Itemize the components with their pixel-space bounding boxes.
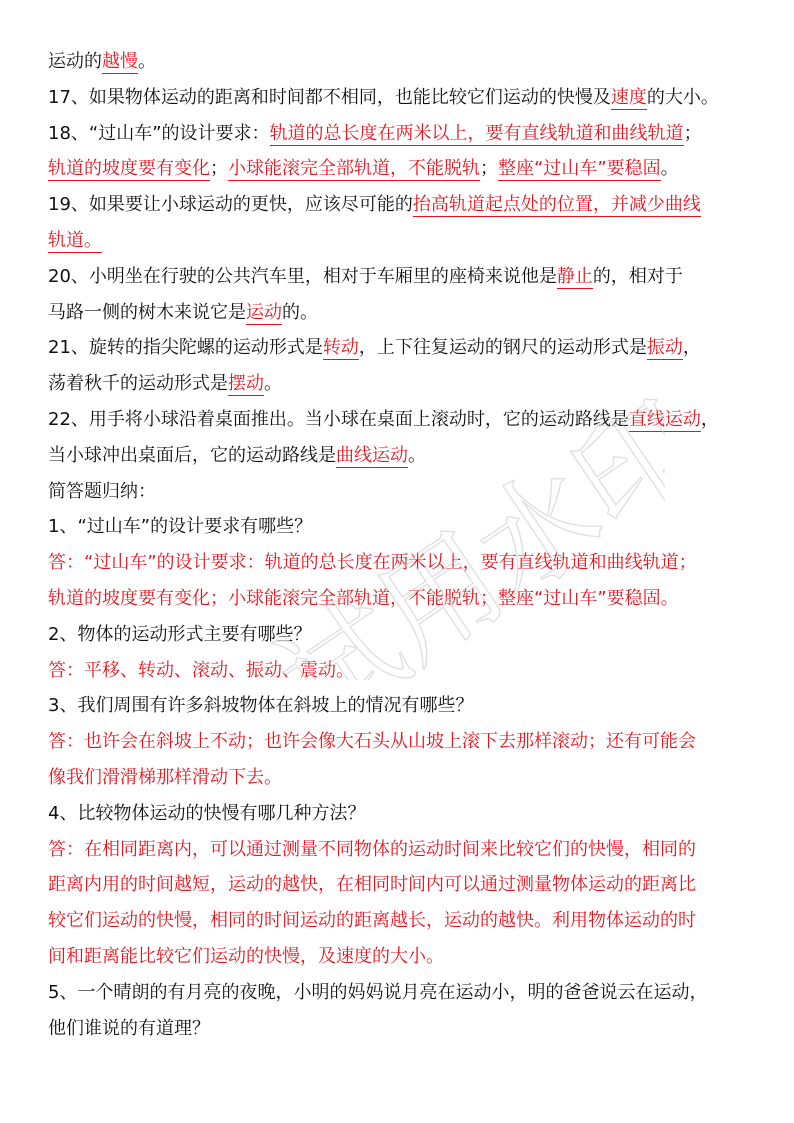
text-line [48, 653, 764, 689]
answer-text: 答：平移、转动、滚动、振动、震动。 [48, 659, 354, 681]
text-line [48, 724, 764, 760]
body-text: ，上下往复运动的钢尺的运动形式是 [358, 337, 647, 359]
answer-blank: 转动 [322, 337, 359, 359]
text-line [48, 1011, 764, 1047]
answer-blank: 轨道的总长度在两米以上，要有直线轨道和曲线轨道 [269, 122, 684, 144]
document-body [48, 44, 764, 1046]
answer-text: 答：“过山车”的设计要求：轨道的总长度在两米以上，要有直线轨道和曲线轨道； [48, 552, 697, 574]
text-line [48, 867, 764, 903]
text-line [48, 688, 764, 724]
text-line [48, 581, 764, 617]
text-line [48, 295, 764, 331]
answer-blank: 轨道的坡度要有变化 [48, 158, 210, 180]
body-text: 简答题归纳： [48, 480, 156, 502]
answer-text: 轨道的坡度要有变化；小球能滚完全部轨道，不能脱轨；整座“过山车”要稳固。 [48, 587, 679, 609]
body-text: 22、用手将小球沿着桌面推出。当小球在桌面上滚动时，它的运动路线是 [48, 408, 629, 430]
body-text: 19、如果要让小球运动的更快，应该尽可能的 [48, 194, 413, 216]
text-line [48, 223, 764, 259]
answer-blank: 小球能滚完全部轨道，不能脱轨 [228, 158, 480, 180]
body-text: 运动的 [48, 51, 102, 72]
body-text: 当小球冲出桌面后，它的运动路线是 [48, 444, 336, 466]
text-line [48, 402, 764, 438]
body-text: 马路一侧的树木来说它是 [48, 301, 246, 323]
answer-text: 较它们运动的快慢，相同的时间运动的距离越长，运动的越快。利用物体运动的时 [48, 910, 696, 932]
body-text: ； [480, 158, 498, 180]
text-line [48, 80, 764, 116]
text-line [48, 832, 764, 868]
text-line [48, 509, 764, 545]
body-text: 。 [408, 444, 426, 466]
text-line [48, 259, 764, 295]
text-line [48, 796, 764, 832]
answer-blank: 静止 [556, 265, 593, 287]
body-text: ， [682, 337, 701, 359]
text-line [48, 44, 764, 80]
text-line [48, 903, 764, 939]
answer-text: 答：在相同距离内，可以通过测量不同物体的运动时间来比较它们的快慢，相同的 [48, 838, 696, 860]
answer-blank: 振动 [646, 337, 683, 359]
answer-blank: 整座“过山车”要稳固 [498, 158, 661, 180]
body-text: 。 [660, 158, 679, 180]
body-text: 17、如果物体运动的距离和时间都不相同，也能比较它们运动的快慢及 [48, 86, 611, 108]
answer-text: 距离内用的时间越短，运动的越快，在相同时间内可以通过测量物体运动的距离比 [48, 874, 696, 896]
body-text: 。 [138, 51, 156, 72]
body-text: ； [210, 158, 228, 180]
watermark-text: 试用水印 [255, 380, 665, 680]
text-line [48, 545, 764, 581]
body-text: 他们谁说的有道理？ [48, 1017, 210, 1039]
body-text: 1、“过山车”的设计要求有哪些？ [48, 516, 313, 538]
text-line [48, 366, 764, 402]
body-text: 的，相对于 [592, 265, 683, 287]
body-text: 5、一个晴朗的有月亮的夜晚，小明的妈妈说月亮在运动小，明的爸爸说云在运动， [48, 981, 708, 1003]
answer-blank: 轨道。 [48, 229, 102, 251]
answer-blank: 越慢 [102, 51, 138, 72]
text-line [48, 151, 764, 187]
answer-text: 间和距离能比较它们运动的快慢，及速度的大小。 [48, 945, 444, 967]
text-line [48, 975, 764, 1011]
body-text: 2、物体的运动形式主要有哪些？ [48, 623, 312, 645]
text-line [48, 438, 764, 474]
answer-blank: 速度 [610, 86, 647, 108]
text-line [48, 474, 764, 510]
text-line [48, 617, 764, 653]
body-text: 的。 [282, 301, 318, 323]
answer-blank: 曲线运动 [336, 444, 408, 466]
body-text: 4、比较物体运动的快慢有哪几种方法？ [48, 802, 366, 824]
answer-blank: 摆动 [228, 373, 264, 395]
body-text: 的大小。 [646, 86, 719, 108]
body-text: 18、“过山车”的设计要求： [48, 122, 270, 144]
answer-blank: 抬高轨道起点处的位置，并减少曲线 [412, 194, 701, 216]
text-line [48, 116, 764, 152]
answer-text: 像我们滑滑梯那样滑动下去。 [48, 766, 282, 788]
text-line [48, 939, 764, 975]
answer-blank: 运动 [246, 301, 282, 323]
text-line [48, 187, 764, 223]
answer-blank: 直线运动 [628, 408, 701, 430]
body-text: 21、旋转的指尖陀螺的运动形式是 [48, 337, 323, 359]
body-text: 20、小明坐在行驶的公共汽车里，相对于车厢里的座椅来说他是 [48, 265, 557, 287]
body-text: 荡着秋千的运动形式是 [48, 373, 228, 395]
body-text: ， [700, 408, 719, 430]
body-text: ； [683, 122, 702, 144]
answer-text: 答：也许会在斜坡上不动；也许会像大石头从山坡上滚下去那样滚动；还有可能会 [48, 731, 696, 753]
text-line [48, 330, 764, 366]
text-line [48, 760, 764, 796]
body-text: 。 [264, 373, 282, 395]
body-text: 3、我们周围有许多斜坡物体在斜坡上的情况有哪些？ [48, 695, 474, 717]
